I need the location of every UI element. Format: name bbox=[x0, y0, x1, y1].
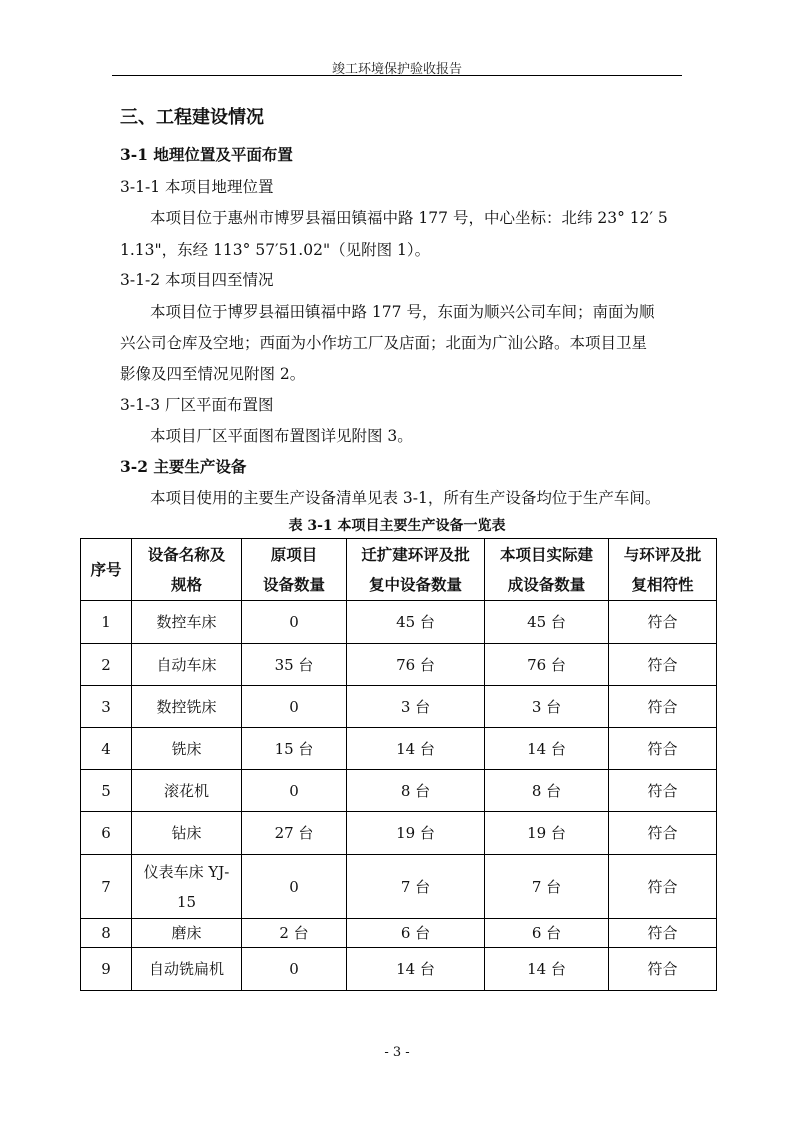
cell-conformity: 符合 bbox=[609, 644, 717, 686]
header-no: 序号 bbox=[81, 539, 132, 601]
cell-no: 8 bbox=[81, 919, 132, 948]
cell-approved-qty: 19 台 bbox=[347, 812, 485, 855]
cell-no: 1 bbox=[81, 601, 132, 644]
table-row bbox=[81, 948, 717, 991]
cell-conformity: 符合 bbox=[609, 728, 717, 770]
table-row bbox=[81, 644, 717, 686]
cell-approved-qty: 6 台 bbox=[347, 919, 485, 948]
cell-original-qty: 0 bbox=[242, 948, 347, 991]
table-row bbox=[81, 919, 717, 948]
cell-name: 钻床 bbox=[132, 812, 242, 855]
equipment-table bbox=[80, 538, 717, 991]
section-3-1-2-title: 3-1-2 本项目四至情况 bbox=[120, 271, 274, 289]
cell-approved-qty: 45 台 bbox=[347, 601, 485, 644]
cell-approved-qty: 76 台 bbox=[347, 644, 485, 686]
paragraph-equipment-line-1: 本项目使用的主要生产设备清单见表 3-1，所有生产设备均位于生产车间。 bbox=[150, 489, 661, 507]
table-header-row bbox=[81, 539, 717, 601]
cell-actual-qty: 19 台 bbox=[485, 812, 609, 855]
section-title: 三、工程建设情况 bbox=[120, 107, 264, 128]
cell-original-qty: 35 台 bbox=[242, 644, 347, 686]
cell-no: 2 bbox=[81, 644, 132, 686]
cell-actual-qty: 14 台 bbox=[485, 948, 609, 991]
cell-no: 7 bbox=[81, 855, 132, 919]
cell-approved-qty: 7 台 bbox=[347, 855, 485, 919]
paragraph-location-line-1: 本项目位于惠州市博罗县福田镇福中路 177 号，中心坐标：北纬 23° 12′ 5 bbox=[150, 209, 668, 227]
section-3-1-3-title: 3-1-3 厂区平面布置图 bbox=[120, 396, 274, 414]
paragraph-surroundings-line-1: 本项目位于博罗县福田镇福中路 177 号，东面为顺兴公司车间；南面为顺 bbox=[150, 303, 655, 321]
cell-name: 磨床 bbox=[132, 919, 242, 948]
paragraph-surroundings-line-3: 影像及四至情况见附图 2。 bbox=[120, 365, 306, 383]
cell-actual-qty: 3 台 bbox=[485, 686, 609, 728]
cell-name: 铣床 bbox=[132, 728, 242, 770]
cell-original-qty: 0 bbox=[242, 601, 347, 644]
cell-original-qty: 2 台 bbox=[242, 919, 347, 948]
cell-conformity: 符合 bbox=[609, 686, 717, 728]
section-3-1-1-title: 3-1-1 本项目地理位置 bbox=[120, 178, 274, 196]
cell-original-qty: 0 bbox=[242, 686, 347, 728]
cell-name: 数控铣床 bbox=[132, 686, 242, 728]
cell-name: 自动铣扁机 bbox=[132, 948, 242, 991]
cell-original-qty: 15 台 bbox=[242, 728, 347, 770]
cell-actual-qty: 45 台 bbox=[485, 601, 609, 644]
paragraph-location-line-2: 1.13"，东经 113° 57′51.02"（见附图 1）。 bbox=[120, 241, 431, 259]
header-actual-qty: 本项目实际建 成设备数量 bbox=[485, 539, 609, 601]
cell-no: 6 bbox=[81, 812, 132, 855]
cell-approved-qty: 3 台 bbox=[347, 686, 485, 728]
header-original-qty: 原项目 设备数量 bbox=[242, 539, 347, 601]
page-header-title: 竣工环境保护验收报告 bbox=[331, 62, 462, 77]
table-caption: 表 3-1 本项目主要生产设备一览表 bbox=[288, 518, 506, 534]
cell-approved-qty: 8 台 bbox=[347, 770, 485, 812]
cell-original-qty: 0 bbox=[242, 855, 347, 919]
paragraph-surroundings-line-2: 兴公司仓库及空地；西面为小作坊工厂及店面；北面为广汕公路。本项目卫星 bbox=[120, 334, 648, 352]
cell-name: 滚花机 bbox=[132, 770, 242, 812]
cell-conformity: 符合 bbox=[609, 812, 717, 855]
cell-no: 4 bbox=[81, 728, 132, 770]
cell-conformity: 符合 bbox=[609, 948, 717, 991]
table-row bbox=[81, 770, 717, 812]
cell-actual-qty: 6 台 bbox=[485, 919, 609, 948]
section-3-1-title: 3-1 地理位置及平面布置 bbox=[120, 145, 293, 164]
cell-conformity: 符合 bbox=[609, 601, 717, 644]
cell-no: 9 bbox=[81, 948, 132, 991]
cell-actual-qty: 8 台 bbox=[485, 770, 609, 812]
table-row bbox=[81, 812, 717, 855]
page-number: - 3 - bbox=[384, 1045, 410, 1060]
cell-no: 3 bbox=[81, 686, 132, 728]
header-rule bbox=[112, 75, 682, 76]
cell-conformity: 符合 bbox=[609, 855, 717, 919]
header-conformity: 与环评及批 复相符性 bbox=[609, 539, 717, 601]
table-row bbox=[81, 601, 717, 644]
table-row bbox=[81, 855, 717, 919]
table-row bbox=[81, 728, 717, 770]
cell-actual-qty: 14 台 bbox=[485, 728, 609, 770]
cell-name: 仪表车床 YJ- 15 bbox=[132, 855, 242, 919]
cell-original-qty: 27 台 bbox=[242, 812, 347, 855]
cell-original-qty: 0 bbox=[242, 770, 347, 812]
cell-actual-qty: 7 台 bbox=[485, 855, 609, 919]
paragraph-layout-line-1: 本项目厂区平面图布置图详见附图 3。 bbox=[150, 427, 413, 445]
cell-name: 数控车床 bbox=[132, 601, 242, 644]
cell-name: 自动车床 bbox=[132, 644, 242, 686]
cell-approved-qty: 14 台 bbox=[347, 728, 485, 770]
header-name: 设备名称及 规格 bbox=[132, 539, 242, 601]
cell-conformity: 符合 bbox=[609, 770, 717, 812]
cell-actual-qty: 76 台 bbox=[485, 644, 609, 686]
header-approved-qty: 迁扩建环评及批 复中设备数量 bbox=[347, 539, 485, 601]
table-row bbox=[81, 686, 717, 728]
section-3-2-title: 3-2 主要生产设备 bbox=[120, 457, 247, 476]
cell-no: 5 bbox=[81, 770, 132, 812]
cell-approved-qty: 14 台 bbox=[347, 948, 485, 991]
cell-conformity: 符合 bbox=[609, 919, 717, 948]
